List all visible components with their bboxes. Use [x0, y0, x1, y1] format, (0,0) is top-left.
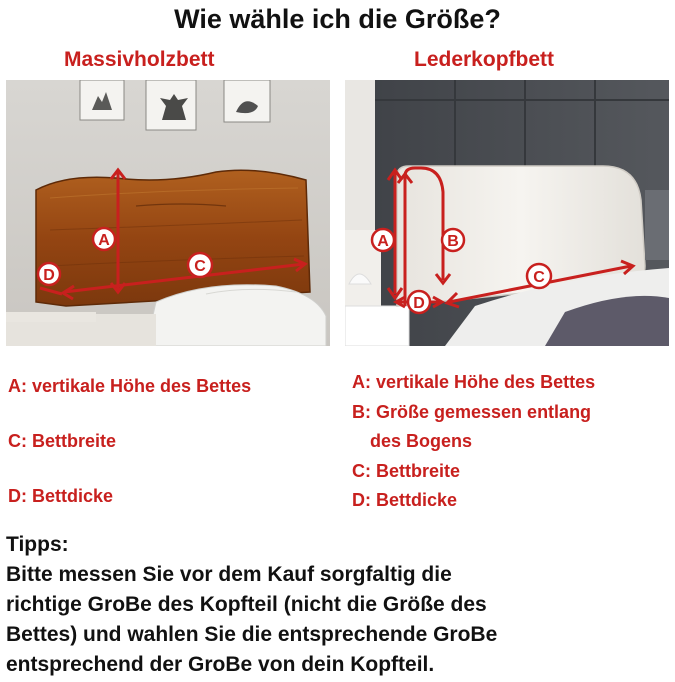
tips-line: Bettes) und wahlen Sie die entsprechende GroBe: [6, 623, 498, 646]
marker-a-right: [372, 229, 394, 251]
legend-item-c: C: Bettbreite: [8, 431, 117, 451]
legend-item-b-continued: des Bogens: [370, 431, 473, 451]
tips-label: Tipps:: [6, 533, 69, 556]
svg-text:C: C: [194, 258, 206, 275]
legend-item-d: D: Bettdicke: [8, 486, 114, 506]
legend-lederkopfbett: [352, 368, 595, 516]
tips-section: [6, 530, 671, 680]
heading-massivholzbett: Massivholzbett: [64, 48, 215, 71]
svg-text:C: C: [533, 269, 545, 286]
svg-text:D: D: [413, 295, 425, 312]
legend-item-a: A: vertikale Höhe des Bettes: [8, 376, 252, 396]
svg-text:D: D: [43, 267, 55, 284]
marker-b-right: [442, 229, 464, 251]
marker-d-left: [38, 263, 60, 285]
svg-text:A: A: [377, 233, 389, 250]
legend-item-b: B: Größe gemessen entlang: [352, 401, 592, 422]
marker-d-right: [408, 291, 430, 313]
svg-text:A: A: [98, 232, 110, 249]
tips-line: richtige GroBe des Kopfteil (nicht die Größe des: [6, 593, 487, 616]
leather-headboard-photo: [345, 80, 669, 346]
legend-item-c: C: Bettbreite: [352, 460, 461, 481]
page-title: Wie wähle ich die Größe?: [174, 4, 501, 34]
wooden-headboard-photo: [6, 80, 330, 346]
tips-line: Bitte messen Sie vor dem Kauf sorgfaltig die: [6, 563, 452, 586]
heading-lederkopfbett: Lederkopfbett: [414, 48, 555, 71]
marker-a-left: [93, 228, 115, 250]
legend-item-a: A: vertikale Höhe des Bettes: [352, 372, 596, 392]
legend-item-d: D: Bettdicke: [352, 490, 458, 510]
legend-massivholzbett: [8, 372, 251, 537]
tips-line: entsprechend der GroBe von dein Kopfteil.: [6, 653, 435, 676]
svg-text:B: B: [447, 233, 459, 250]
marker-c-right: [527, 264, 551, 288]
marker-c-left: [188, 253, 212, 277]
